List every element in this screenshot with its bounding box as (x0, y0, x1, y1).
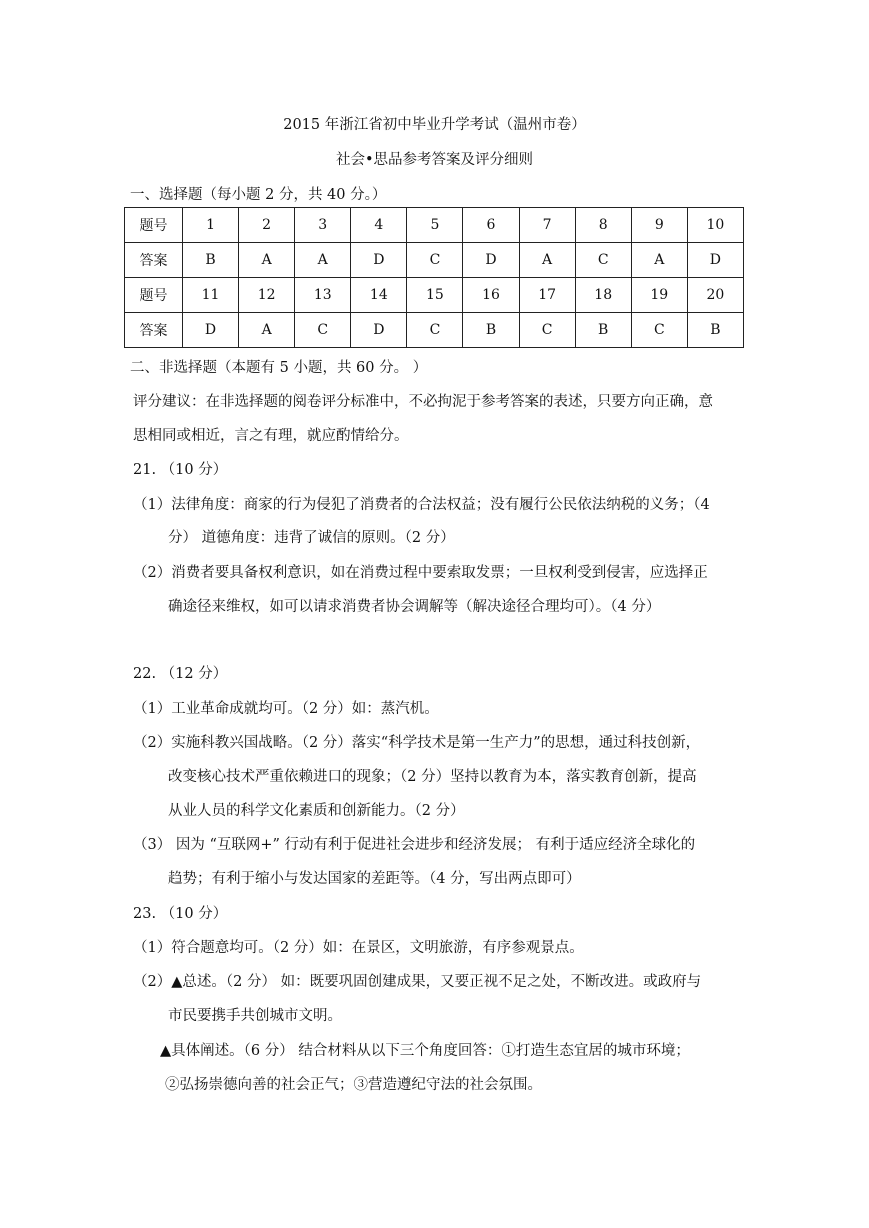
table-cell: 13 (295, 278, 351, 313)
section2-heading: 二、非选择题（本题有 5 小题，共 60 分。 ） (130, 360, 428, 376)
question-23-heading: 23. （10 分） (133, 906, 228, 922)
document-title: 2015 年浙江省初中毕业升学考试（温州市卷） (283, 117, 586, 133)
answer-line: 分） 道德角度：违背了诚信的原则。（2 分） (168, 530, 455, 546)
table-cell: 9 (631, 208, 687, 243)
table-cell: 1 (183, 208, 239, 243)
table-cell: C (575, 243, 631, 278)
table-cell: 5 (407, 208, 463, 243)
table-cell: 题号 (125, 278, 183, 313)
table-row (125, 208, 744, 243)
table-cell: 4 (351, 208, 407, 243)
table-cell: C (295, 313, 351, 348)
answer-table (124, 207, 744, 348)
table-cell: 19 (631, 278, 687, 313)
table-cell: 12 (239, 278, 295, 313)
table-cell: 18 (575, 278, 631, 313)
table-cell: A (295, 243, 351, 278)
table-cell: 3 (295, 208, 351, 243)
table-cell: 20 (687, 278, 743, 313)
table-row (125, 313, 744, 348)
answer-line: （2）实施科教兴国战略。（2 分）落实“科学技术是第一生产力”的思想，通过科技创新， (133, 735, 701, 751)
answer-line: （2）▲总述。（2 分） 如：既要巩固创建成果，又要正视不足之处，不断改进。或政府与 (133, 974, 702, 990)
answer-line: （2）消费者要具备权利意识，如在消费过程中要索取发票；一旦权利受到侵害，应选择正 (133, 565, 708, 581)
table-cell: C (407, 313, 463, 348)
answer-line: 从业人员的科学文化素质和创新能力。（2 分） (168, 803, 465, 819)
table-cell: D (351, 243, 407, 278)
grading-advice-line: 思相同或相近，言之有理，就应酌情给分。 (133, 428, 409, 444)
table-cell: 8 (575, 208, 631, 243)
document-subtitle: 社会•思品参考答案及评分细则 (335, 152, 534, 168)
table-cell: 7 (519, 208, 575, 243)
table-cell: B (183, 243, 239, 278)
answer-line: 改变核心技术严重依赖进口的现象；（2 分）坚持以教育为本，落实教育创新，提高 (168, 769, 697, 785)
question-22-heading: 22. （12 分） (133, 666, 228, 682)
table-cell: D (463, 243, 519, 278)
table-cell: B (687, 313, 743, 348)
table-cell: C (631, 313, 687, 348)
table-cell: 11 (183, 278, 239, 313)
grading-advice-line: 评分建议：在非选择题的阅卷评分标准中，不必拘泥于参考答案的表述，只要方向正确，意 (133, 394, 713, 410)
table-cell: A (631, 243, 687, 278)
section1-heading: 一、选择题（每小题 2 分，共 40 分。） (130, 187, 387, 203)
table-cell: A (239, 243, 295, 278)
table-cell: C (407, 243, 463, 278)
table-cell: 16 (463, 278, 519, 313)
answer-line: 趋势；有利于缩小与发达国家的差距等。（4 分，写出两点即可） (168, 871, 581, 887)
table-row (125, 243, 744, 278)
table-cell: 15 (407, 278, 463, 313)
table-cell: A (519, 243, 575, 278)
table-cell: D (687, 243, 743, 278)
answer-line: （1）法律角度：商家的行为侵犯了消费者的合法权益；没有履行公民依法纳税的义务；（4 (133, 497, 710, 513)
table-cell: D (183, 313, 239, 348)
answer-line: （3） 因为 “互联网+” 行动有利于促进社会进步和经济发展； 有利于适应经济全球化的 (133, 837, 696, 853)
table-row (125, 278, 744, 313)
answer-line: 市民要携手共创城市文明。 (168, 1008, 342, 1024)
table-cell: D (351, 313, 407, 348)
table-cell: C (519, 313, 575, 348)
table-cell: B (575, 313, 631, 348)
table-cell: 答案 (125, 313, 183, 348)
answer-line: ▲具体阐述。（6 分） 结合材料从以下三个角度回答：①打造生态宜居的城市环境； (160, 1043, 690, 1059)
answer-line: 确途径来维权，如可以请求消费者协会调解等（解决途径合理均可）。（4 分） (168, 599, 661, 615)
table-cell: 14 (351, 278, 407, 313)
table-cell: 2 (239, 208, 295, 243)
answer-line: ②弘扬崇德向善的社会正气；③营造遵纪守法的社会氛围。 (165, 1077, 542, 1093)
table-cell: B (463, 313, 519, 348)
answer-line: （1）符合题意均可。（2 分）如：在景区，文明旅游，有序参观景点。 (133, 940, 584, 956)
table-cell: A (239, 313, 295, 348)
table-cell: 题号 (125, 208, 183, 243)
question-21-heading: 21. （10 分） (133, 462, 228, 478)
table-cell: 答案 (125, 243, 183, 278)
table-cell: 6 (463, 208, 519, 243)
table-cell: 17 (519, 278, 575, 313)
table-cell: 10 (687, 208, 743, 243)
answer-line: （1）工业革命成就均可。（2 分）如：蒸汽机。 (133, 701, 439, 717)
